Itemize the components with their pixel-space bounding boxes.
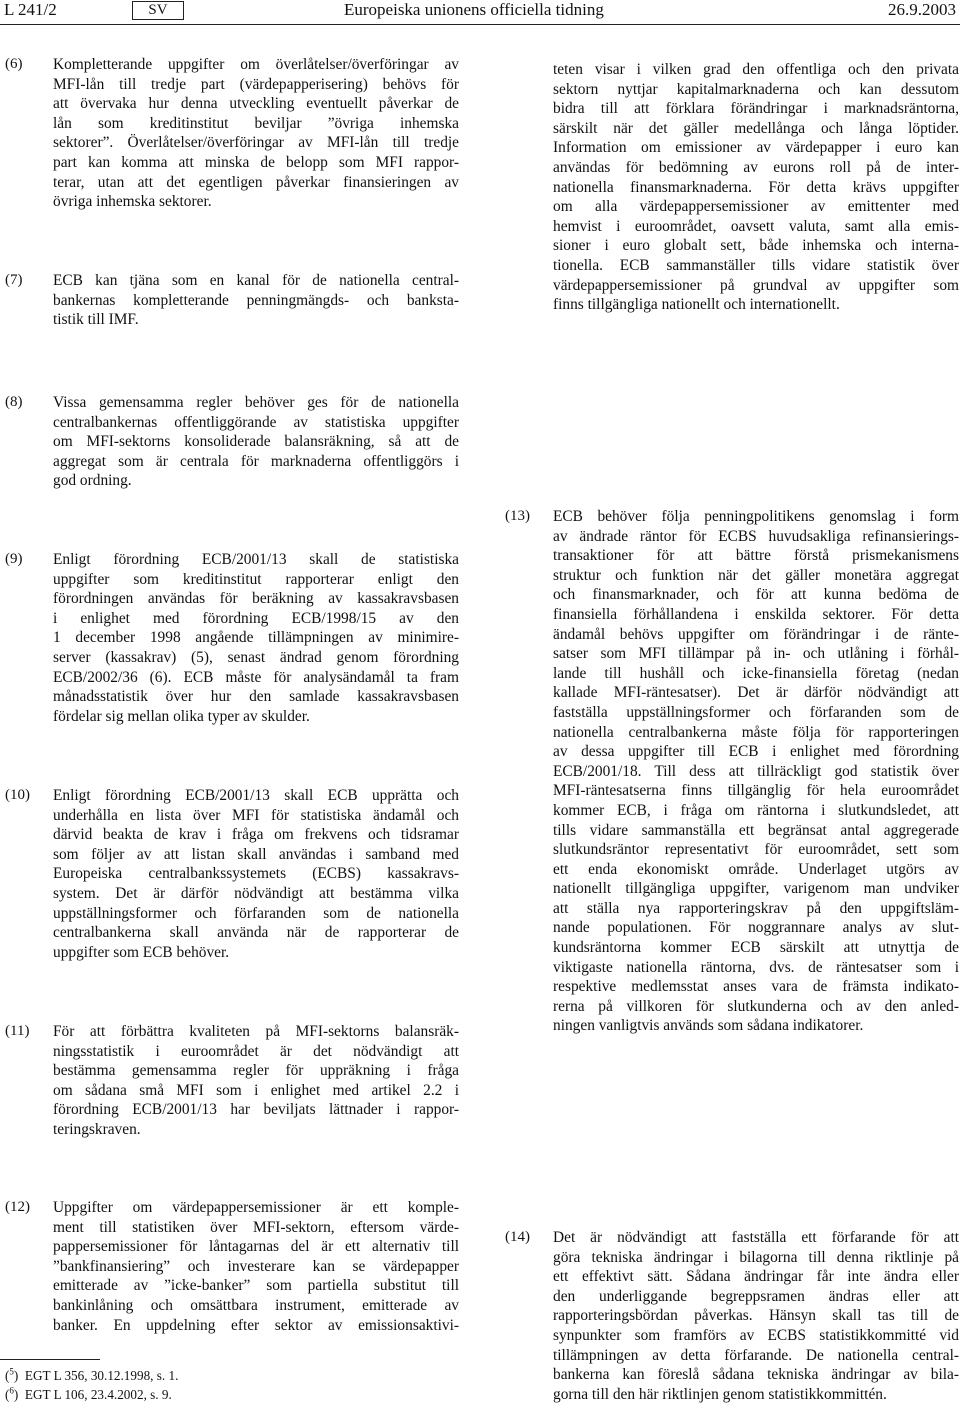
- text-line: bankerna kan föreslå sådana tekniska ändringar av bila-: [553, 1366, 959, 1384]
- journal-title: Europeiska unionens officiella tidning: [344, 0, 604, 19]
- text-line: synpunkter som framförs av ECBS statistikkommitté vid: [553, 1326, 959, 1344]
- text-line: fastställa uppställningsformer och förfaranden som de: [553, 703, 959, 721]
- text-line: nationella finansmarknaderna. För detta krävs uppgifter: [553, 178, 959, 196]
- text-line: ment till statistiken över MFI-sektorn, eftersom värde-: [53, 1218, 459, 1236]
- text-line: lån som kreditinstitut beviljar ”övriga inhemska: [53, 114, 459, 132]
- footnote-rule: [0, 1359, 100, 1360]
- text-line: ECB behöver följa penningpolitikens genomslag i form: [553, 508, 959, 525]
- text-line: god ordning.: [53, 472, 132, 490]
- text-line: månadsstatistik över hur den samlade kassakravsbasen: [53, 688, 459, 706]
- recital-number: (8): [5, 394, 23, 410]
- footnote-text: EGT L 106, 23.4.2002, s. 9.: [24, 1387, 172, 1402]
- text-line: MFI-lån till tredje part (värdepapperisering) behövs för: [53, 75, 459, 93]
- text-line: rerna på villkoren för slutkunderna och av den anled-: [553, 997, 959, 1015]
- text-line: sioner i euro globalt sett, både inhemska och interna-: [553, 237, 959, 255]
- page-reference: L 241/2: [4, 0, 57, 19]
- text-line: i enlighet med förordning ECB/1998/15 av den: [53, 609, 459, 627]
- text-line: Vissa gemensamma regler behöver ges för de nationella: [53, 394, 459, 411]
- text-line: uppgifter som kreditinstitut rapporterar enligt den: [53, 570, 459, 588]
- text-line: tionella. ECB sammanställer tills vidare statistik över: [553, 256, 959, 274]
- text-line: nande populationen. För noggrannare analys av slut-: [553, 919, 959, 937]
- footnote-text: EGT L 356, 30.12.1998, s. 1.: [24, 1368, 179, 1383]
- footnote-mark: 5: [9, 1366, 14, 1377]
- header-rule: [0, 24, 960, 25]
- text-line: tills vidare sammanställa ett begränsat antal aggregerade: [553, 821, 959, 839]
- text-line: Det är nödvändigt att fastställa ett förfarande för att: [553, 1229, 959, 1246]
- text-line: som följer av att listan skall användas i samband med: [53, 845, 459, 863]
- recital-number: (7): [5, 272, 23, 288]
- recital-number: (11): [5, 1023, 30, 1039]
- text-line: bankernas kompletterande penningmängds- och banksta-: [53, 291, 459, 309]
- text-line: bidra till att förklara förändringar i marknadsräntorna,: [553, 100, 959, 118]
- text-line: av dessa uppgifter till ECB i enlighet med förordning: [553, 743, 959, 761]
- text-line: tillämpningen av detta förfarande. De nationella central-: [553, 1346, 959, 1364]
- text-line: att ställa nya rapporteringskrav på den uppgiftsläm-: [553, 899, 959, 917]
- text-line: förordningen användas för beräkning av kassakravsbasen: [53, 590, 459, 608]
- text-line: finansiella förhållandena i enskilda sektorer. För detta: [553, 605, 959, 623]
- text-line: emitterade av ”icke-banker” som partiella substitut till: [53, 1277, 459, 1295]
- text-line: slutkundsräntor representativt för euroområdet, sett som: [553, 841, 959, 859]
- recital-number: (9): [5, 551, 23, 567]
- recital-number: (14): [505, 1229, 530, 1245]
- recital-number: (10): [5, 787, 30, 803]
- text-line: viktigaste nationella räntorna, dvs. de räntesatser som i: [553, 958, 959, 976]
- text-line: ett effektivt sätt. Sådana ändringar får inte ändra eller: [553, 1268, 959, 1286]
- text-line: särskilt när det gäller medellånga och långa löptider.: [553, 119, 959, 137]
- text-line: nationella centralbankerna måste följa för rapporteringen: [553, 723, 959, 741]
- text-line: kommer ECB, i fråga om räntorna i slutkundsledet, att: [553, 801, 959, 819]
- text-line: av ändrade räntor för ECBS huvudsakliga refinansierings-: [553, 527, 959, 545]
- language-badge: SV: [132, 1, 184, 20]
- recital-8: [53, 393, 459, 491]
- text-line: bankinlåning och omsättbara instrument, emitterade av: [53, 1296, 459, 1314]
- text-line: aggregat som är centrala för marknaderna offentliggörs i: [53, 452, 459, 470]
- footnote-mark: 6: [9, 1385, 14, 1396]
- text-line: ECB kan tjäna som en kanal för de nationella central-: [53, 272, 459, 289]
- text-line: kallade MFI-räntesatser). Det är därför nödvändigt att: [553, 684, 959, 702]
- text-line: sektorn nyttjar kapitalmarknaderna och kan dessutom: [553, 80, 959, 98]
- text-line: 1 december 1998 angående tillämpningen av minimire-: [53, 629, 459, 647]
- recital-number: (6): [5, 56, 23, 72]
- text-line: ändamål behövs uppgifter om förändringar i de ränte-: [553, 625, 959, 643]
- text-line: satser som MFI tillämpar på in- och utlåning i förhål-: [553, 645, 959, 663]
- text-line: server (kassakrav) (5), senast ändrad genom förordning: [53, 648, 459, 666]
- publication-date: 26.9.2003: [888, 0, 956, 19]
- text-line: värdepappersemissioner på grundval av uppgifter som: [553, 276, 959, 294]
- text-line: struktur och funktion när det gäller monetära aggregat: [553, 566, 959, 584]
- recital-14: [553, 1228, 959, 1404]
- recital-13: [553, 507, 959, 1036]
- text-line: rapporteringsbördan påverkas. Hänsyn skall tas till de: [553, 1307, 959, 1325]
- text-line: transaktioner för att bättre förstå prismekanismens: [553, 547, 959, 565]
- text-line: ”bankfinansiering” och investerare kan se värdepapper: [53, 1257, 459, 1275]
- text-line: pappersemissioner för låntagarnas del är ett alternativ till: [53, 1238, 459, 1256]
- text-line: MFI-räntesatserna finns tillgänglig för hela euroområdet: [553, 782, 959, 800]
- text-line: användas för bedömning av eurons roll på de inter-: [553, 158, 959, 176]
- recital-7: [53, 271, 459, 330]
- recital-number: (12): [5, 1199, 30, 1215]
- text-line: För att förbättra kvaliteten på MFI-sektorns balansräk-: [53, 1023, 459, 1040]
- text-line: fördelar sig mellan olika typer av skulder.: [53, 707, 310, 725]
- text-line: och finansmarknader, och för att kunna bedöma de: [553, 586, 959, 604]
- text-line: bestämma gemensamma regler för uppräkning i fråga: [53, 1062, 459, 1080]
- text-line: uppgifter som ECB behöver.: [53, 943, 230, 961]
- text-line: Information om emissioner av värdepapper i euro kan: [553, 139, 959, 157]
- text-line: göra tekniska ändringar i bilagorna till denna riktlinje på: [553, 1248, 959, 1266]
- text-line: hemvist i euroområdet, oavsett valuta, samt alla emis-: [553, 217, 959, 235]
- recital-11: [53, 1022, 459, 1140]
- text-line: teringskraven.: [53, 1120, 141, 1138]
- text-line: den underliggande begreppsramen ändras eller att: [553, 1287, 959, 1305]
- text-line: ningen vanligtvis används som sådana indikatorer.: [553, 1017, 864, 1035]
- recital-number: (13): [505, 508, 530, 524]
- text-line: om sådana små MFI som i enlighet med artikel 2.2 i: [53, 1081, 459, 1099]
- text-line: gorna till den här riktlinjen genom statistikkommittén.: [553, 1385, 887, 1403]
- recital-10: [53, 786, 459, 962]
- footnote-6: ($^6$) EGT L 106, 23.4.2002, s. 9.: [5, 1385, 172, 1402]
- text-line: Europeiska centralbankssystemets (ECBS) kassakravs-: [53, 865, 459, 883]
- text-line: om alla värdepappersemissioner av emittenter med: [553, 198, 959, 216]
- text-line: uppställningsformer och förfaranden som de nationella: [53, 904, 459, 922]
- text-line: övriga inhemska sektorer.: [53, 193, 212, 211]
- text-line: system. Det är därför nödvändigt att bestämma vilka: [53, 884, 459, 902]
- page-header: [0, 0, 960, 22]
- text-line: ECB/2001/18. Till dess att tillräckligt god statistik över: [553, 762, 959, 780]
- text-line: centralbankerna skall använda när de rapporterar de: [53, 924, 459, 942]
- text-line: Enligt förordning ECB/2001/13 skall ECB upprätta och: [53, 787, 459, 804]
- text-line: respektive medlemsstat anses vara de främsta indikato-: [553, 978, 959, 996]
- recital-6: [53, 55, 459, 212]
- text-line: förordning ECB/2001/13 har beviljats lättnader i rappor-: [53, 1101, 459, 1119]
- text-line: finns tillgängliga nationellt och internationellt.: [553, 296, 840, 314]
- text-line: Kompletterande uppgifter om överlåtelser/överföringar av: [53, 56, 459, 73]
- text-line: terar, utan att det egentligen påverkar finansieringen av: [53, 173, 459, 191]
- text-line: underhålla en lista över MFI för statistiska ändamål och: [53, 806, 459, 824]
- text-line: teten visar i vilken grad den offentliga och den privata: [553, 61, 959, 78]
- text-line: ECB/2002/36 (6). ECB måste för analysändamål ta fram: [53, 668, 459, 686]
- text-line: att övervaka hur denna utveckling eventuellt påverkar de: [53, 95, 459, 113]
- text-line: tistik till IMF.: [53, 311, 139, 329]
- text-line: sektorer”. Överlåtelser/överföringar av MFI-lån till tredje: [53, 134, 459, 152]
- text-line: ningsstatistik i euroområdet är det nödvändigt att: [53, 1042, 459, 1060]
- text-line: om MFI-sektorns konsoliderade balansräkning, så att de: [53, 433, 459, 451]
- text-line: centralbankernas offentliggörande av statistiska uppgifter: [53, 413, 459, 431]
- recital-12-continuation: [553, 60, 959, 315]
- text-line: nationellt tillgängliga uppgifter, varigenom man undviker: [553, 880, 959, 898]
- recital-9: [53, 550, 459, 726]
- footnote-5: ($^5$) EGT L 356, 30.12.1998, s. 1.: [5, 1366, 179, 1383]
- text-line: part kan komma att minska de belopp som MFI rappor-: [53, 153, 459, 171]
- text-line: Uppgifter om värdepappersemissioner är ett komple-: [53, 1199, 459, 1216]
- text-line: kundsräntorna kommer ECB särskilt att utnyttja de: [553, 939, 959, 957]
- recital-12: [53, 1198, 459, 1335]
- text-line: därvid beakta de krav i fråga om frekvens och tidsramar: [53, 826, 459, 844]
- text-line: banker. En uppdelning efter sektor av emissionsaktivi-: [53, 1316, 459, 1334]
- text-line: lande till hushåll och icke-finansiella företag (nedan: [553, 664, 959, 682]
- text-line: ett enda ekonomiskt område. Underlaget utgörs av: [553, 860, 959, 878]
- text-line: Enligt förordning ECB/2001/13 skall de statistiska: [53, 551, 459, 568]
